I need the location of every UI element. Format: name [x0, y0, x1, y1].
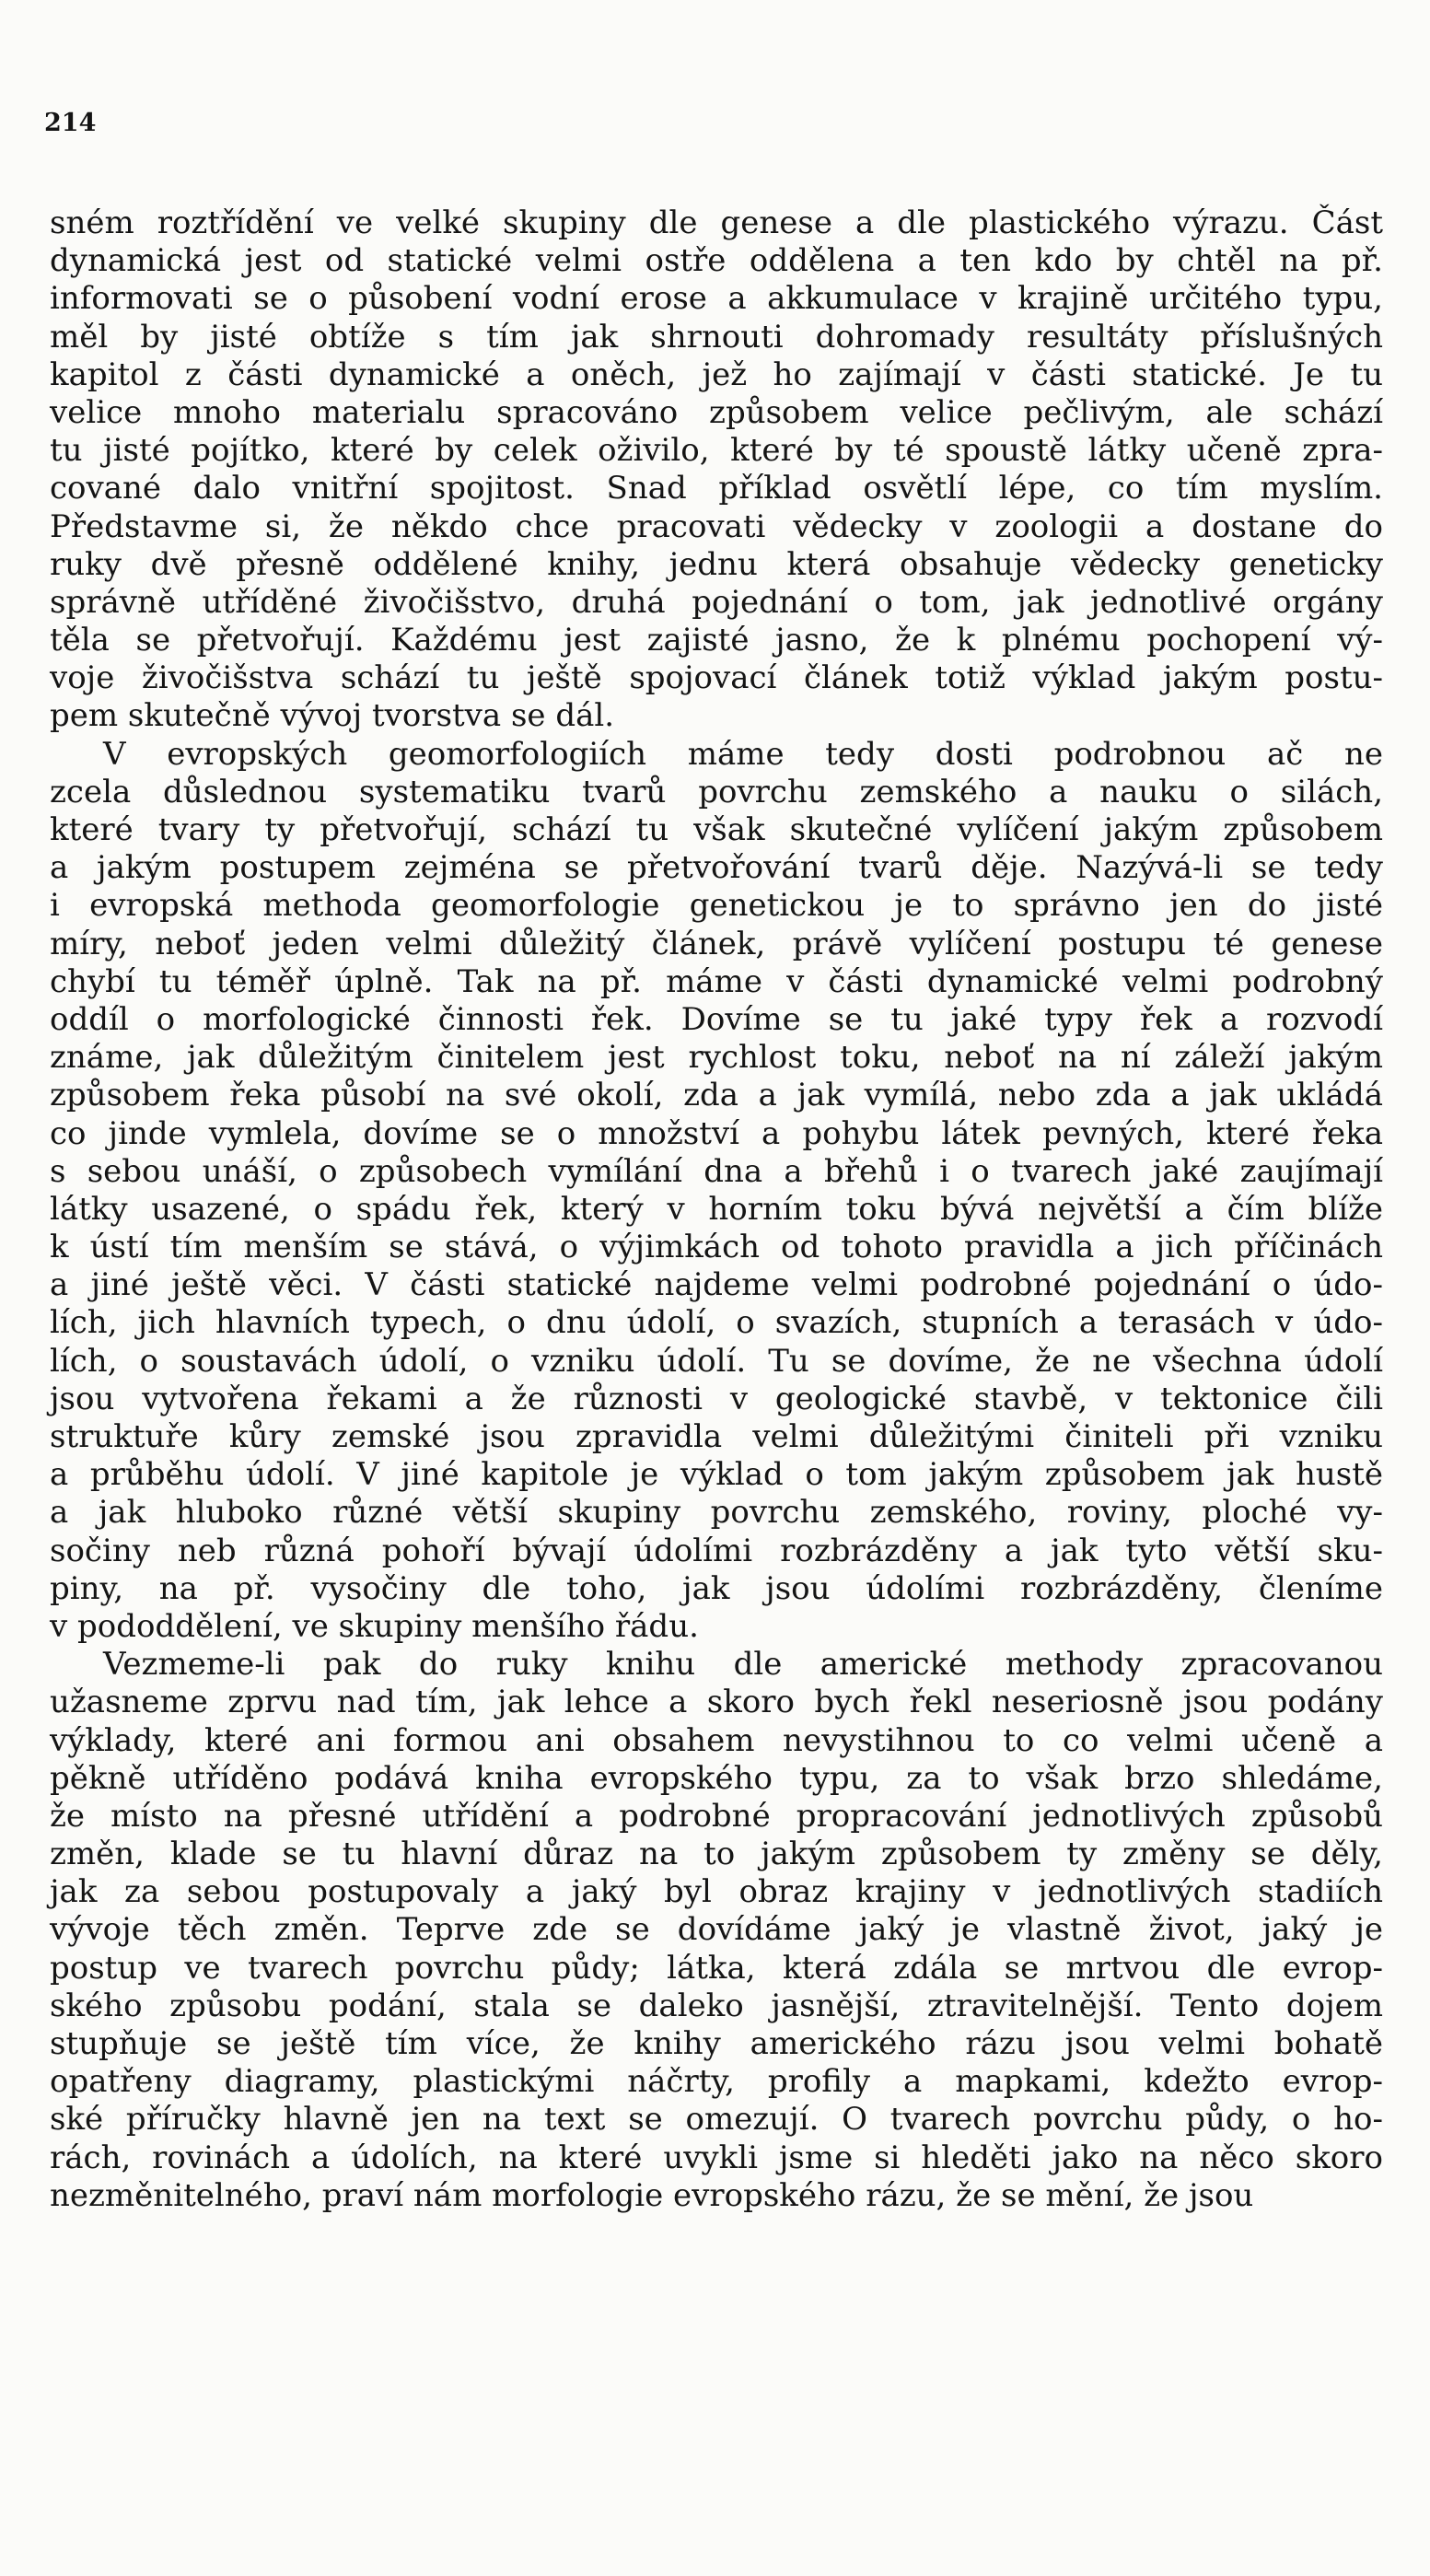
text-line: že místo na přesné utřídění a podrobné propracování jednotlivých způsobů: [50, 1797, 1383, 1835]
text-line: co jinde vymlela, dovíme se o množství a pohybu látek pevných, které řeka: [50, 1114, 1383, 1152]
text-line: velice mnoho materialu spracováno způsobem velice pečlivým, ale schází: [50, 393, 1383, 431]
text-line: míry, neboť jeden velmi důležitý článek, právě vylíčení postupu té genese: [50, 925, 1383, 962]
text-line: a jak hluboko různé větší skupiny povrchu zemského, roviny, ploché vy-: [50, 1494, 1383, 1532]
text-line: tu jisté pojítko, které by celek oživilo, které by té spoustě látky učeně zpra-: [50, 432, 1383, 470]
text-line: ruky dvě přesně oddělené knihy, jednu která obsahuje vědecky geneticky: [50, 545, 1383, 583]
text-line: a jiné ještě věci. V části statické najdeme velmi podrobné pojednání o údo-: [50, 1266, 1383, 1304]
text-line: pem skutečně vývoj tvorstva se dál.: [50, 697, 615, 735]
text-line: k ústí tím menším se stává, o výjimkách od tohoto pravidla a jich příčinách: [50, 1229, 1383, 1266]
text-line: způsobem řeka působí na své okolí, zda a jak vymílá, nebo zda a jak ukládá: [50, 1077, 1383, 1114]
text-line: změn, klade se tu hlavní důraz na to jakým způsobem ty změny se děly,: [50, 1836, 1383, 1873]
text-line: cované dalo vnitřní spojitost. Snad příklad osvětlí lépe, co tím myslím.: [50, 470, 1383, 507]
text-line: nezměnitelného, praví nám morfologie evropského rázu, že se mění, že jsou: [50, 2176, 1254, 2214]
text-line: opatřeny diagramy, plastickými náčrty, profily a mapkami, kdežto evrop-: [50, 2063, 1383, 2101]
text-line: pěkně utříděno podává kniha evropského typu, za to však brzo shledáme,: [50, 1759, 1383, 1797]
text-line: Vezmeme-li pak do ruky knihu dle americké methody zpracovanou: [103, 1646, 1383, 1684]
text-line: a průběhu údolí. V jiné kapitole je výklad o tom jakým způsobem jak hustě: [50, 1456, 1383, 1494]
text-line: informovati se o působení vodní erose a akkumulace v krajině určitého typu,: [50, 280, 1383, 318]
text-line: vývoje těch změn. Teprve zde se dovídáme jaký je vlastně život, jaký je: [50, 1911, 1383, 1949]
text-line: oddíl o morfologické činnosti řek. Dovíme se tu jaké typy řek a rozvodí: [50, 1000, 1383, 1038]
text-line: struktuře kůry zemské jsou zpravidla velmi důležitými činiteli při vzniku: [50, 1418, 1383, 1455]
text-line: které tvary ty přetvořují, schází tu však skutečné vylíčení jakým způsobem: [50, 811, 1383, 848]
text-line: rách, rovinách a údolích, na které uvykli jsme si hleděti jako na něco skoro: [50, 2139, 1383, 2176]
text-line: dynamická jest od statické velmi ostře oddělena a ten kdo by chtěl na př.: [50, 242, 1383, 280]
text-column: [50, 204, 1383, 2215]
text-line: ské příručky hlavně jen na text se omezují. O tvarech povrchu půdy, o ho-: [50, 2101, 1383, 2139]
text-line: sočiny neb různá pohoří bývají údolími rozbrázděny a jak tyto větší sku-: [50, 1532, 1383, 1569]
text-line: měl by jisté obtíže s tím jak shrnouti dohromady resultáty příslušných: [50, 318, 1383, 356]
text-line: sném roztřídění ve velké skupiny dle genese a dle plastického výrazu. Část: [50, 204, 1383, 241]
text-line: známe, jak důležitým činitelem jest rychlost toku, neboť na ní záleží jakým: [50, 1039, 1383, 1077]
text-line: jak za sebou postupovaly a jaký byl obraz krajiny v jednotlivých stadiích: [50, 1873, 1383, 1911]
text-line: Představme si, že někdo chce pracovati vědecky v zoologii a dostane do: [50, 507, 1383, 545]
text-line: lích, o soustavách údolí, o vzniku údolí. Tu se dovíme, že ne všechna údolí: [50, 1342, 1383, 1380]
text-line: správně utříděné živočišstvo, druhá pojednání o tom, jak jednotlivé orgány: [50, 583, 1383, 621]
text-line: výklady, které ani formou ani obsahem nevystihnou to co velmi učeně a: [50, 1721, 1383, 1759]
text-line: těla se přetvořují. Každému jest zajisté jasno, že k plnému pochopení vý-: [50, 622, 1383, 659]
text-line: kapitol z části dynamické a oněch, jež ho zajímají v části statické. Je tu: [50, 356, 1383, 393]
text-line: V evropských geomorfologiích máme tedy dosti podrobnou ač ne: [103, 735, 1383, 773]
text-line: jsou vytvořena řekami a že různosti v geologické stavbě, v tektonice čili: [50, 1380, 1383, 1417]
text-line: piny, na př. vysočiny dle toho, jak jsou údolími rozbrázděny, členíme: [50, 1569, 1383, 1607]
text-line: s sebou unáší, o způsobech vymílání dna a břehů i o tvarech jaké zaujímají: [50, 1152, 1383, 1190]
text-line: a jakým postupem zejména se přetvořování tvarů děje. Nazývá-li se tedy: [50, 849, 1383, 887]
text-line: látky usazené, o spádu řek, který v horním toku bývá největší a čím blíže: [50, 1190, 1383, 1228]
page-number: 214: [44, 109, 97, 137]
paragraph: [50, 736, 1383, 1647]
text-line: voje živočišstva schází tu ještě spojovací článek totiž výklad jakým postu-: [50, 659, 1383, 697]
text-line: stupňuje se ještě tím více, že knihy amerického rázu jsou velmi bohatě: [50, 2025, 1383, 2062]
paragraph: [50, 204, 1383, 736]
text-line: užasneme zprvu nad tím, jak lehce a skoro bych řekl neseriosně jsou podány: [50, 1684, 1383, 1721]
text-line: i evropská methoda geomorfologie genetickou je to správno jen do jisté: [50, 887, 1383, 925]
text-line: zcela důslednou systematiku tvarů povrchu zemského a nauku o silách,: [50, 773, 1383, 810]
text-line: ského způsobu podání, stala se daleko jasnější, ztravitelnější. Tento dojem: [50, 1987, 1383, 2024]
text-line: postup ve tvarech povrchu půdy; látka, která zdála se mrtvou dle evrop-: [50, 1949, 1383, 1987]
text-line: lích, jich hlavních typech, o dnu údolí, o svazích, stupních a terasách v údo-: [50, 1304, 1383, 1342]
text-line: chybí tu téměř úplně. Tak na př. máme v části dynamické velmi podrobný: [50, 962, 1383, 1000]
paragraph: [50, 1646, 1383, 2215]
text-line: v pododdělení, ve skupiny menšího řádu.: [50, 1607, 699, 1645]
